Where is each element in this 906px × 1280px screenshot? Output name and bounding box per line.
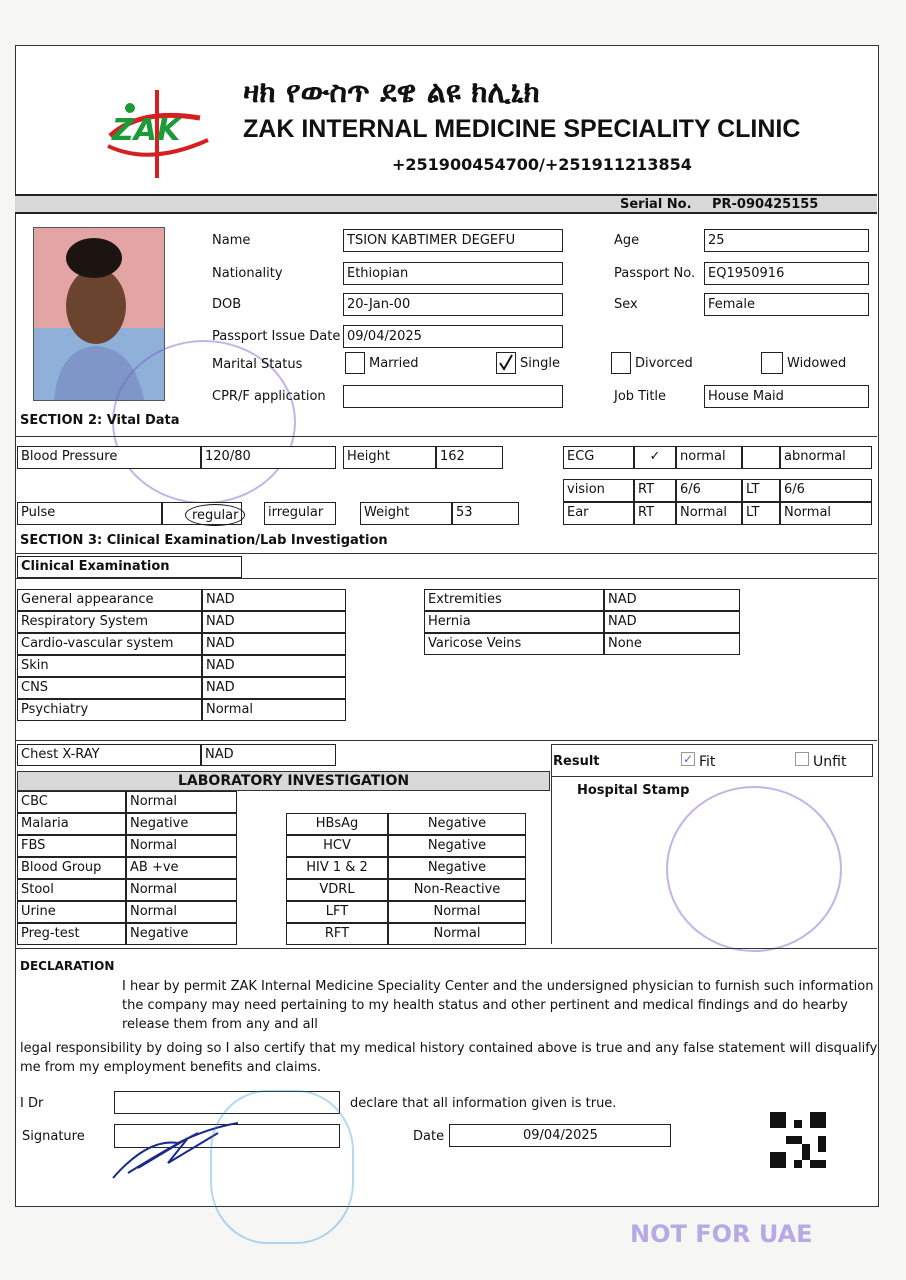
lab-left-value: Normal <box>126 791 237 813</box>
lab-right-label: VDRL <box>286 879 388 901</box>
bp-label: Blood Pressure <box>17 446 201 469</box>
clinic-name: ZAK INTERNAL MEDICINE SPECIALITY CLINIC <box>243 115 801 143</box>
ear-rt-value: Normal <box>676 502 742 525</box>
ear-rt-label: RT <box>634 502 676 525</box>
ear-lt-label: LT <box>742 502 780 525</box>
declare-text: declare that all information given is true. <box>350 1096 617 1111</box>
ecg-check: ✓ <box>634 446 676 469</box>
lab-right-value: Negative <box>388 857 526 879</box>
divorced-checkbox <box>611 352 631 374</box>
clinical-left-value: NAD <box>202 677 346 699</box>
divider <box>15 578 877 579</box>
lab-left-value: Negative <box>126 813 237 835</box>
clinic-amharic-name: ዛክ የውስጥ ደዌ ልዩ ክሊኒክ <box>243 75 540 110</box>
regular-circle <box>185 504 245 526</box>
ecg-abnormal: abnormal <box>780 446 872 469</box>
clinical-right-label: Hernia <box>424 611 604 633</box>
passport-label: Passport No. <box>614 266 696 281</box>
job-label: Job Title <box>614 389 667 404</box>
married-label: Married <box>369 356 419 371</box>
clinical-left-label: General appearance <box>17 589 202 611</box>
ecg-blank <box>742 446 780 469</box>
passport-issue-field: 09/04/2025 <box>343 325 563 348</box>
divider <box>15 553 877 554</box>
section-3-title: SECTION 3: Clinical Examination/Lab Investigation <box>20 533 388 548</box>
lab-left-value: Normal <box>126 879 237 901</box>
divider <box>15 948 877 949</box>
qr-code-icon <box>770 1112 826 1168</box>
ear-lt-value: Normal <box>780 502 872 525</box>
clinic-phones: +251900454700/+251911213854 <box>392 155 692 174</box>
hospital-stamp <box>666 786 842 952</box>
clinical-right-label: Varicose Veins <box>424 633 604 655</box>
clinical-left-label: Psychiatry <box>17 699 202 721</box>
clinical-left-value: NAD <box>202 589 346 611</box>
lab-left-label: Blood Group <box>17 857 126 879</box>
divider <box>15 740 877 741</box>
doctor-stamp <box>210 1090 354 1244</box>
xray-value: NAD <box>201 744 336 766</box>
result-label: Result <box>553 754 600 769</box>
married-checkbox <box>345 352 365 374</box>
clinical-exam-title: Clinical Examination <box>17 556 242 578</box>
nationality-label: Nationality <box>212 266 283 281</box>
idr-label: I Dr <box>20 1096 44 1111</box>
clinical-left-value: NAD <box>202 655 346 677</box>
vision-label: vision <box>563 479 634 502</box>
single-label: Single <box>520 356 560 371</box>
ecg-normal: normal <box>676 446 742 469</box>
name-field: TSION KABTIMER DEGEFU <box>343 229 563 252</box>
declaration-line-5: me from my employment benefits and claims. <box>20 1060 322 1075</box>
lab-right-value: Normal <box>388 901 526 923</box>
clinical-right-value: NAD <box>604 611 740 633</box>
lab-right-label: RFT <box>286 923 388 945</box>
divider <box>15 436 877 437</box>
vision-lt-value: 6/6 <box>780 479 872 502</box>
sex-field: Female <box>704 293 869 316</box>
declaration-line-1: I hear by permit ZAK Internal Medicine Speciality Center and the undersigned physician to furnish such information <box>122 979 874 994</box>
lab-left-label: FBS <box>17 835 126 857</box>
cpr-label: CPR/F application <box>212 389 326 404</box>
vision-rt-label: RT <box>634 479 676 502</box>
pulse-regular: regular <box>192 508 239 523</box>
lab-left-label: Stool <box>17 879 126 901</box>
pulse-irregular: irregular <box>264 502 336 525</box>
date-field: 09/04/2025 <box>449 1124 671 1147</box>
clinical-left-value: Normal <box>202 699 346 721</box>
pulse-label: Pulse <box>17 502 162 525</box>
declaration-title: DECLARATION <box>20 959 115 973</box>
clinical-left-label: Respiratory System <box>17 611 202 633</box>
declaration-line-3: release them from any and all <box>122 1017 318 1032</box>
lab-left-label: Preg-test <box>17 923 126 945</box>
single-checkbox <box>496 352 516 374</box>
sex-label: Sex <box>614 297 638 312</box>
height-value: 162 <box>436 446 503 469</box>
lab-left-label: Malaria <box>17 813 126 835</box>
clinical-right-label: Extremities <box>424 589 604 611</box>
passport-issue-label: Passport Issue Date <box>212 329 341 344</box>
weight-label: Weight <box>360 502 452 525</box>
lab-right-label: LFT <box>286 901 388 923</box>
lab-left-value: AB +ve <box>126 857 237 879</box>
clinical-left-label: Skin <box>17 655 202 677</box>
lab-left-value: Negative <box>126 923 237 945</box>
lab-left-label: Urine <box>17 901 126 923</box>
declaration-line-2: the company may need pertaining to my health status and other pertinent and medical findings and do hearby <box>122 998 848 1013</box>
vision-lt-label: LT <box>742 479 780 502</box>
clinical-left-label: Cardio-vascular system <box>17 633 202 655</box>
age-field: 25 <box>704 229 869 252</box>
declaration-line-4: legal responsibility by doing so I also certify that my medical history contained above is true and any false statement will disqualify <box>20 1041 878 1056</box>
lab-right-value: Negative <box>388 835 526 857</box>
hospital-stamp-label: Hospital Stamp <box>577 783 690 798</box>
height-label: Height <box>343 446 436 469</box>
date-label: Date <box>413 1129 445 1144</box>
passport-field: EQ1950916 <box>704 262 869 285</box>
lab-left-value: Normal <box>126 901 237 923</box>
lab-right-label: HBsAg <box>286 813 388 835</box>
lab-left-label: CBC <box>17 791 126 813</box>
dob-field: 20-Jan-00 <box>343 293 563 316</box>
clinical-right-value: None <box>604 633 740 655</box>
fit-label: Fit <box>699 754 716 770</box>
name-label: Name <box>212 233 251 248</box>
serial-value: PR-090425155 <box>712 197 819 212</box>
cpr-field <box>343 385 563 408</box>
lab-right-value: Negative <box>388 813 526 835</box>
widowed-label: Widowed <box>787 356 847 371</box>
marital-label: Marital Status <box>212 357 303 372</box>
serial-label: Serial No. <box>620 197 692 212</box>
not-for-uae: NOT FOR UAE <box>630 1220 813 1248</box>
signature-label: Signature <box>22 1129 85 1144</box>
svg-text:ZAK: ZAK <box>112 113 181 148</box>
ecg-label: ECG <box>563 446 634 469</box>
ear-label: Ear <box>563 502 634 525</box>
clinic-logo-icon <box>100 88 215 180</box>
age-label: Age <box>614 233 640 248</box>
lab-left-value: Normal <box>126 835 237 857</box>
section-2-title: SECTION 2: Vital Data <box>20 413 180 428</box>
clinical-left-value: NAD <box>202 633 346 655</box>
check-icon <box>497 353 515 373</box>
lab-right-label: HIV 1 & 2 <box>286 857 388 879</box>
unfit-label: Unfit <box>813 754 847 770</box>
job-field: House Maid <box>704 385 869 408</box>
widowed-checkbox <box>761 352 783 374</box>
unfit-checkbox <box>795 752 809 766</box>
lab-title: LABORATORY INVESTIGATION <box>178 773 410 789</box>
clinical-left-value: NAD <box>202 611 346 633</box>
dob-label: DOB <box>212 297 242 312</box>
clinical-right-value: NAD <box>604 589 740 611</box>
clinical-left-label: CNS <box>17 677 202 699</box>
lab-right-label: HCV <box>286 835 388 857</box>
fit-checkbox: ✓ <box>683 752 694 766</box>
weight-value: 53 <box>452 502 519 525</box>
nationality-field: Ethiopian <box>343 262 563 285</box>
lab-right-value: Non-Reactive <box>388 879 526 901</box>
xray-label: Chest X-RAY <box>17 744 201 766</box>
bp-value: 120/80 <box>201 446 336 469</box>
divorced-label: Divorced <box>635 356 693 371</box>
lab-right-value: Normal <box>388 923 526 945</box>
vision-rt-value: 6/6 <box>676 479 742 502</box>
